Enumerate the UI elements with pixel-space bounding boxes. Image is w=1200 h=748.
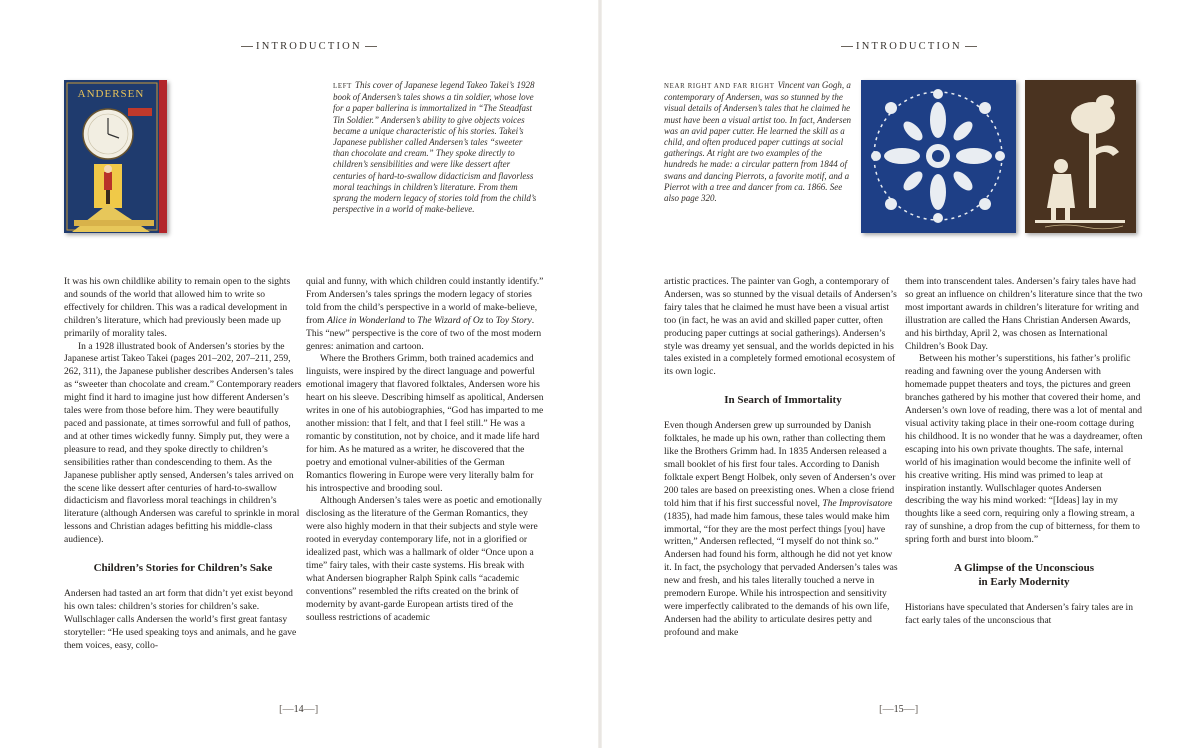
- papercut-swans-pierrots: [861, 80, 1016, 233]
- paragraph: Although Andersen’s tales were as poetic and emotionally disclosing as the literature of the German Romantics, they were also highly modern in that their subjects and style were rooted in everyday contemporary life, not in a glorified or idealized past, which was a hallmark of older “Once upon a time” fairy tales, with their caste systems. His break with what Andersen biographer Ralph Spink calls “academic conventions” resembled the rifts created on the brink of modernity by avant-garde European artists tired of the soulless restrictions of academic: [306, 495, 542, 623]
- andersen-book-cover-image: [64, 80, 167, 233]
- paragraph: It was his own childlike ability to remain open to the sights and sounds of the world that allowed him to write so effectively for children. This was a radical development in children’s literature, which had previously been made up primarily of morality tales.: [64, 276, 291, 339]
- pierrot-tree-papercut-image: [1025, 80, 1136, 233]
- head-rule: [241, 46, 253, 47]
- caption-lead: LEFT: [333, 83, 353, 90]
- folio-number: 15: [893, 704, 904, 715]
- left-column-1: [64, 276, 302, 653]
- text-run: to: [483, 314, 496, 326]
- head-rule: [965, 46, 977, 47]
- cover-caption: [333, 80, 537, 215]
- section-heading: Children’s Stories for Children’s Sake: [93, 562, 273, 575]
- text-run: (1835), had made him famous, these tales would make him immortal, “for they are the most perfect things [you] have written,” Andersen reflected, “I myself do not think so.” Andersen had found his form, although he did not yet know it. In fact, the psychology that pervaded Andersen’s tales was new and fresh, and his tales literally touched a nerve in premodern Europe. While his introspection and sensitivity were imperfectly calibrated to the demands of his own life, Andersen had the ability to articulate desires petty and profound and make: [664, 510, 898, 638]
- folio-bracket: —]: [903, 703, 919, 715]
- text-run: to: [405, 314, 418, 326]
- page-number-left: [279, 703, 318, 715]
- paragraph: Historians have speculated that Andersen’s fairy tales are in fact early tales of the unconscious that: [905, 602, 1133, 626]
- book-title: The Improvisatore: [822, 497, 893, 509]
- caption-lead: NEAR RIGHT AND FAR RIGHT: [664, 83, 775, 90]
- paragraph: Where the Brothers Grimm, both trained academics and linguists, were inspired by the direct language and powerful emotional imagery that flavored folktales, Andersen wore his heart on his sleeve. Describing himself as apolitical, Andersen writes in one of his autobiographies, “God has imparted to me another mission: that I felt, and that I feel still.” He was a romantic by constitution, not by choice, and it made life hard for him. As he matured as a writer, he discovered that the poetry and emotional vulner-abilities of the German Romantics flowering in Europe were very literally balm for his introspective and brooding soul.: [306, 353, 544, 494]
- heading-line: in Early Modernity: [978, 576, 1070, 589]
- section-heading: In Search of Immortality: [724, 394, 842, 407]
- heading-line: A Glimpse of the Unconscious: [954, 562, 1094, 575]
- folio-bracket: [—: [279, 703, 294, 715]
- papercut-caption: [664, 80, 852, 204]
- folio-bracket: —]: [303, 703, 319, 715]
- running-head-text: INTRODUCTION: [856, 41, 962, 52]
- right-column-1: [664, 276, 902, 640]
- folio-number: 14: [293, 704, 304, 715]
- running-head-left: [238, 41, 380, 52]
- film-title: Toy Story: [495, 314, 532, 326]
- cover-illustration: [64, 80, 167, 233]
- text-run: Even though Andersen grew up surrounded by Danish folktales, he made up his own, rather than collecting them like the Brothers Grimm had. In 1835 Andersen released a small booklet of his first four tales. According to Danish folktale expert Bengt Holbek, only seven of Andersen’s over 200 tales are based on preexisting ones. When a close friend told him that if his first successful novel,: [664, 420, 896, 509]
- cover-title: ANDERSEN: [77, 88, 145, 100]
- paragraph: [664, 420, 902, 639]
- caption-text: Vincent van Gogh, a contemporary of Andersen, was so stunned by the visual details of Andersen’s tales that he claimed he must have been a visual artist too. In fact, Andersen was an avid paper cutter. He learned the skill as a child, and often produced paper cuttings at social gatherings. At right are two examples of the hundreds he made: a circular pattern from 1844 of swans and dancing Pierrots, a favorite motif, and a Pierrot with a tree and dancer from ca. 1866. See also page 320.: [664, 80, 852, 204]
- papercut-pierrot-tree: [1025, 80, 1136, 233]
- right-column-2: [905, 276, 1143, 628]
- running-head-right: [838, 41, 980, 52]
- text-run: . This “new” perspective is the core of two of the most modern genres: animation and cartoon.: [306, 314, 542, 352]
- head-rule: [841, 46, 853, 47]
- paragraph: Between his mother’s superstitions, his father’s prolific reading and fawning over the young Andersen with homemade puppet theaters and toys, the pictures and green branches gathered by his mother that covered their home, and Andersen’s own love of reading, there was a lot of mental and visual activity taking place in their one-room cottage during his childhood. It is no wonder that he was a daydreamer, often escaping into his own private thoughts. The safe, internal world of his imagination would become the infinite well of his creative writing. His mind was primed to leap at inspiration instantly. Wullschlager quotes Andersen describing the way his mind worked: “[Ideas] lay in my thoughts like a seed corn, requiring only a flowing stream, a ray of sunshine, a drop from the cup of bitterness, for them to spring forth and burst into bloom.”: [905, 353, 1143, 546]
- paragraph: Andersen had tasted an art form that didn’t yet exist beyond his own tales: children’s stories for children’s sake. Wullschlager calls Andersen the world’s first great fantasy storyteller: “He used speaking toys and animals, and he gave them voices, easy, collo-: [64, 588, 297, 651]
- book-title: The Wizard of Oz: [417, 314, 484, 326]
- running-head-text: INTRODUCTION: [256, 41, 362, 52]
- spread-gutter: [598, 0, 602, 748]
- paragraph: them into transcendent tales. Andersen’s fairy tales have had so great an influence on children’s literature since that the two most important awards in children’s literature for writing and illustration are called the Hans Christian Andersen Awards, and his birthday, April 2, was chosen as International Children’s Book Day.: [905, 276, 1143, 352]
- folio-bracket: [—: [879, 703, 894, 715]
- paragraph: In a 1928 illustrated book of Andersen’s stories by the Japanese artist Takeo Takei (pages 201–202, 207–211, 259, 262, 311), the Japanese publisher describes Andersen’s tales as “sweeter than chocolate and cream.” Contemporary readers might find it hard to imagine just how different Andersen’s tales were from those before him. They were beautifully paced and passionate, at times sorrowful and full of pathos, and at other times wickedly funny. Simply put, they were a pleasure to read, and they spoke directly to children’s sensibilities rather than condescending to them. As the Japanese publisher aptly sensed, Andersen’s tales arrived on the scene like dessert after centuries of hard-to-swallow didacticism and flavorless moral teachings in children’s literature (although Andersen was careful to sprinkle in moral lessons and Christian adages befitting his middle-class audience).: [64, 340, 302, 546]
- head-rule: [365, 46, 377, 47]
- text-run: quial and funny, with which children could instantly identify.” From Andersen’s tales springs the modern legacy of stories told from the child’s perspective in a world of make-believe, from: [306, 276, 544, 326]
- left-column-2: [306, 276, 544, 624]
- circular-papercut-image: [861, 80, 1016, 233]
- page-number-right: [879, 703, 918, 715]
- paragraph: artistic practices. The painter van Gogh, a contemporary of Andersen, was so stunned by the visual details of Andersen’s fairy tales that he claimed he must have been a visual artist too (in fact, he was an avid and skilled paper cutter, often producing paper cuttings at social gatherings). Andersen’s style was dreamy yet sensual, and the worlds depicted in his tales existed in a completely formed emotional ecosystem of its own logic.: [664, 276, 897, 378]
- section-heading: [905, 561, 1143, 589]
- caption-text: This cover of Japanese legend Takeo Takei’s 1928 book of Andersen’s tales shows a tin soldier, whose love for a paper ballerina is immortalized in “The Steadfast Tin Soldier.” Andersen’s ability to give objects voices became a unique characteristic of his stories. Takei’s Japanese publisher called Andersen’s tales “sweeter than chocolate and cream.” They spoke directly to children’s sensibilities and were like dessert after centuries of hard-to-swallow didacticism and flavorless moral teachings in children’s literature. From them sprang the modern legacy of stories told from the child’s perspective in a world of make-believe.: [333, 80, 537, 215]
- paragraph: [306, 276, 544, 353]
- book-title: Alice in Wonderland: [326, 314, 406, 326]
